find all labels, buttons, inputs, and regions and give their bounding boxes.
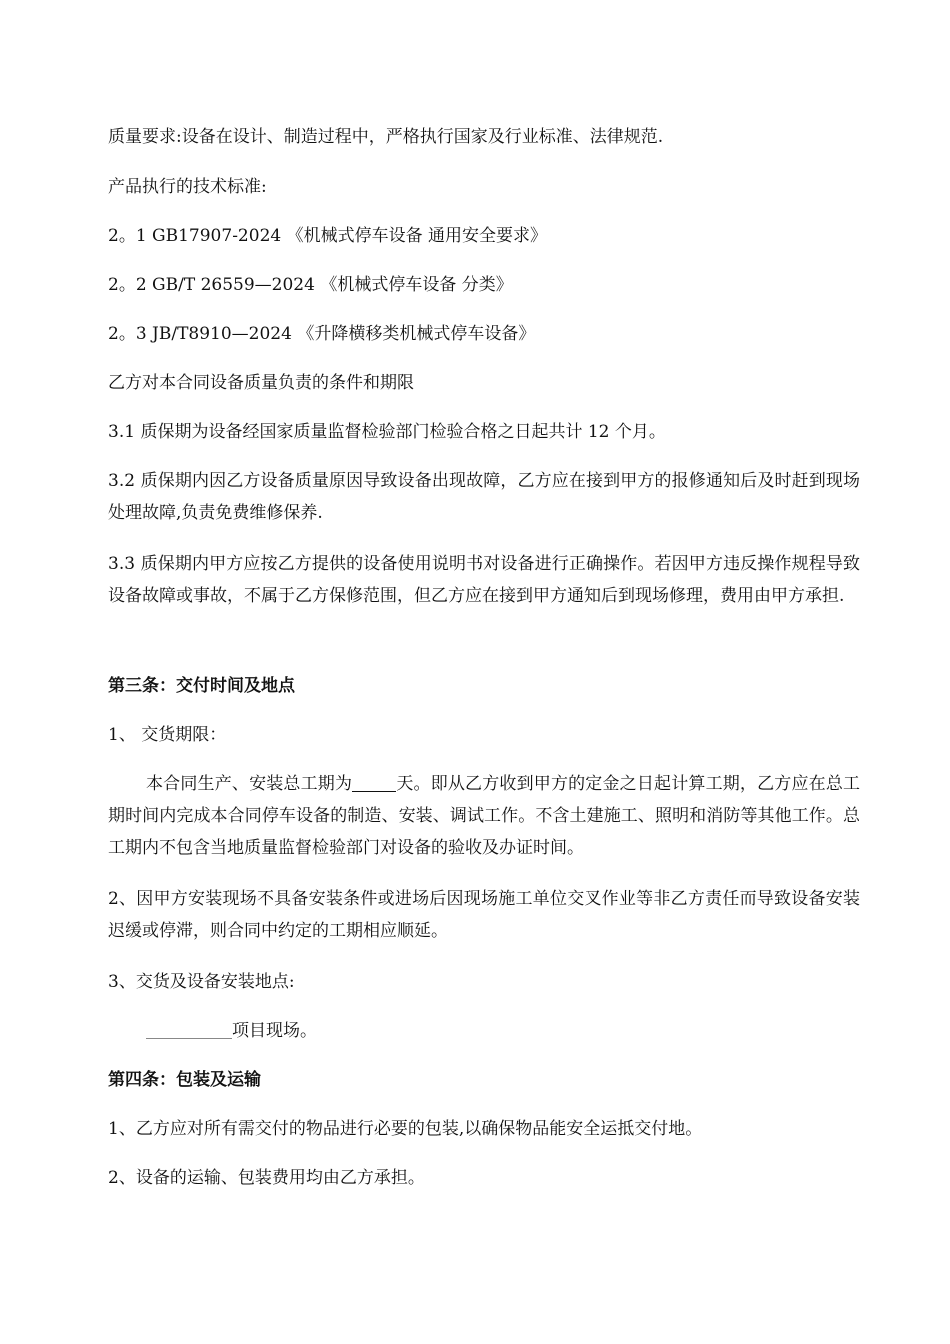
- warranty-heading: 乙方对本合同设备质量负责的条件和期限: [108, 373, 414, 393]
- project-name-blank: [146, 1020, 232, 1039]
- article3-item1-text-before: 本合同生产、安装总工期为: [146, 774, 353, 794]
- standard-item: 2。1 GB17907-2024 《机械式停车设备 通用安全要求》: [108, 226, 548, 246]
- article3-item3-location: [108, 1015, 860, 1047]
- article4-item2: 2、设备的运输、包装费用均由乙方承担。: [108, 1168, 425, 1188]
- standard-item: 2。2 GB/T 26559—2024 《机械式停车设备 分类》: [108, 275, 513, 295]
- article4-title: 第四条：包装及运输: [108, 1070, 261, 1090]
- article3-item2: 2、因甲方安装现场不具备安装条件或进场后因现场施工单位交叉作业等非乙方责任而导致设备安装迟缓或停滞，则合同中约定的工期相应顺延。: [108, 889, 860, 941]
- article3-item3-label: 3、交货及设备安装地点:: [108, 972, 295, 992]
- construction-days-blank: [352, 773, 396, 792]
- article3-item1-label: 1、 交货期限：: [108, 725, 227, 745]
- article3-item1-paragraph: [108, 768, 860, 864]
- warranty-item: 3.2 质保期内因乙方设备质量原因导致设备出现故障，乙方应在接到甲方的报修通知后及时赶到现场处理故障,负责免费维修保养.: [108, 471, 861, 523]
- standard-item: 2。3 JB/T8910—2024 《升降横移类机械式停车设备》: [108, 324, 536, 344]
- warranty-item: 3.3 质保期内甲方应按乙方提供的设备使用说明书对设备进行正确操作。若因甲方违反操作规程导致设备故障或事故，不属于乙方保修范围，但乙方应在接到甲方通知后到现场修理，费用由甲方承担.: [108, 554, 861, 606]
- quality-requirement-text: 质量要求:设备在设计、制造过程中，严格执行国家及行业标准、法律规范.: [108, 127, 664, 147]
- article4-item1: 1、乙方应对所有需交付的物品进行必要的包装,以确保物品能安全运抵交付地。: [108, 1119, 703, 1139]
- article3-item3-text: 项目现场。: [232, 1021, 317, 1041]
- article3-title: 第三条：交付时间及地点: [108, 676, 295, 696]
- standards-heading: 产品执行的技术标准:: [108, 177, 267, 197]
- warranty-item: 3.1 质保期为设备经国家质量监督检验部门检验合格之日起共计 12 个月。: [108, 422, 666, 442]
- article3-item1-text-after: 天。即从乙方收到甲方的定金之日起计算工期，乙方应在总工期时间内完成本合同停车设备的制造、安装、调试工作。不含土建施工、照明和消防等其他工作。总工期内不包含当地质量监督检验部门对设备的验收及办证时间。: [108, 774, 861, 858]
